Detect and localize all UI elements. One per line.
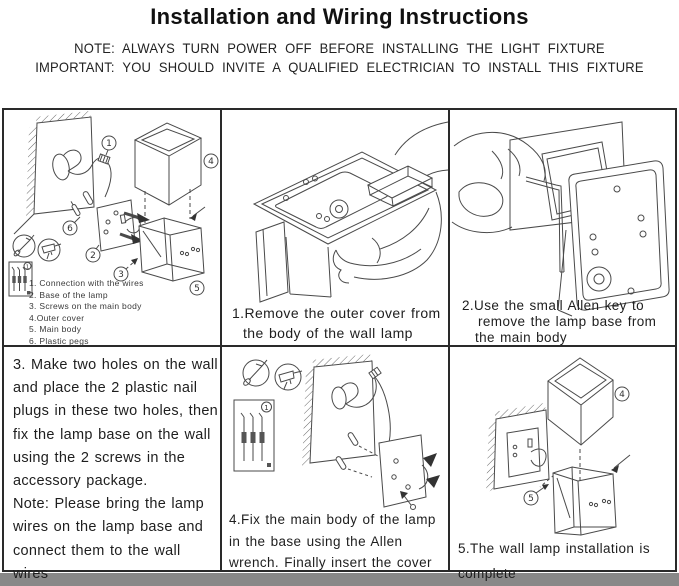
callout-6: 6 [67,224,73,234]
step3-text [13,354,218,586]
step2-caption-line-2: remove the lamp base from [478,314,657,329]
step4-caption-line-1: 4.Fix the main body of the lamp [229,512,436,527]
instruction-grid [2,108,677,582]
step3-line: fix the lamp base on the wall [13,426,211,443]
step1-caption [232,303,441,343]
step3-line: plugs in these two holes, then [13,403,219,420]
lamp-base-plate [379,435,440,510]
lamp-base-plate [86,200,140,262]
step3-line: using the 2 screws in the [13,449,186,466]
important-line: IMPORTANT: YOU SHOULD INVITE A QUALIFIED ELECTRICIAN TO INSTALL THIS FIXTURE [35,59,644,76]
page-title: Installation and Wiring Instructions [150,4,529,29]
wiring-callout-1: 1 [264,403,269,412]
step3-line: 3. Make two holes on the wall [13,357,218,373]
panel-step5 [450,347,675,581]
wiring-diagram-box [234,400,274,471]
lamp-base-back [569,161,669,310]
parts-list-item: 6. Plastic pegs [29,335,89,346]
drill-icon [275,364,302,390]
parts-list [29,278,144,348]
callout-2: 2 [90,251,96,261]
callout-5: 5 [528,494,534,504]
step3-line: connect them to the wall [13,542,181,559]
drill-icon [38,239,61,261]
parts-list-item: 4.Outer cover [29,312,85,323]
wall-with-hole [14,111,94,234]
callout-5: 5 [194,284,200,294]
callout-1: 1 [106,139,112,149]
parts-list-item: 3. Screws on the main body [29,301,142,312]
step2-caption [462,298,656,346]
panel-step2 [450,110,675,347]
step4-caption-line-2: in the base using the Allen [229,533,403,549]
step3-line: Note: Please bring the lamp [13,496,205,513]
step3-line: wires on the lamp base and [13,519,204,536]
panel-step1 [222,110,450,347]
step5-caption-line-2: complete [458,566,516,581]
wall-with-base [486,403,554,493]
step2-caption-line-3: the main body [475,330,568,345]
callout-4: 4 [619,390,625,400]
step5-caption-line-1: 5.The wall lamp installation is [458,541,650,556]
parts-list-item: 5. Main body [29,324,82,335]
step3-line: wires [13,565,49,582]
panel-parts-overview [4,110,222,347]
wall-with-hole [302,354,375,467]
step3-line: accessory package. [13,473,148,490]
wiring-callout-1: 1 [25,264,30,271]
step3-line: and place the 2 plastic nail [13,380,198,397]
step1-caption-line-2: the body of the wall lamp [243,325,413,341]
callout-3: 3 [118,270,124,280]
parts-list-item: 1. Connection with the wires [29,278,144,288]
screwdriver-icon [13,235,35,257]
panel-step3 [4,347,222,582]
step5-caption [458,536,650,586]
note-line: NOTE: ALWAYS TURN POWER OFF BEFORE INSTALLING THE LIGHT FIXTURE [74,40,605,57]
callout-4: 4 [208,157,214,167]
panel-step4 [222,347,450,570]
screwdriver-icon [242,360,269,387]
step4-caption [229,509,436,574]
parts-list-item: 2. Base of the lamp [29,289,108,300]
outer-cover-cube [135,123,218,226]
step1-caption-line-1: 1.Remove the outer cover from [232,305,441,321]
step4-caption-line-3: wrench. Finally insert the cover [229,555,432,570]
step2-caption-line-1: 2.Use the small Allen key to [462,298,645,313]
